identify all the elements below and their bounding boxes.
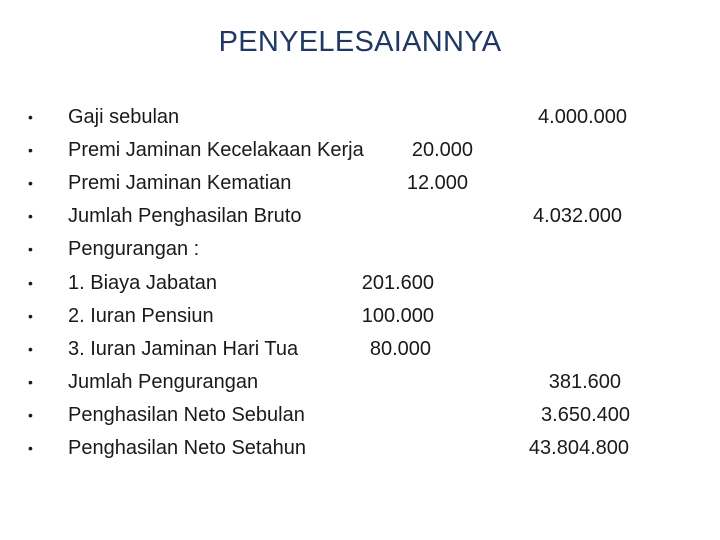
item-value: 12.000 <box>406 172 468 194</box>
list-item <box>0 365 720 399</box>
bullet-icon: • <box>28 109 33 125</box>
item-label: Jumlah Pengurangan <box>68 371 259 393</box>
list-item <box>0 299 720 333</box>
item-label: Penghasilan Neto Sebulan <box>68 404 305 426</box>
bullet-icon: • <box>28 308 33 324</box>
bullet-icon: • <box>28 175 33 191</box>
item-value: 20.000 <box>411 139 473 161</box>
item-label: Premi Jaminan Kecelakaan Kerja <box>68 139 364 161</box>
item-value: 381.600 <box>548 371 621 393</box>
bullet-icon: • <box>28 407 33 423</box>
item-label: Jumlah Penghasilan Bruto <box>68 205 302 227</box>
bullet-icon: • <box>28 275 33 291</box>
list-item <box>0 266 720 300</box>
item-value: 100.000 <box>361 305 434 327</box>
bullet-icon: • <box>28 341 33 357</box>
bullet-icon: • <box>28 374 33 390</box>
item-value: 80.000 <box>369 338 431 360</box>
list-item <box>0 166 720 200</box>
item-value: 201.600 <box>361 272 434 294</box>
item-value: 43.804.800 <box>528 437 629 459</box>
item-value: 4.032.000 <box>533 205 622 227</box>
item-label: Gaji sebulan <box>68 106 180 128</box>
item-label: Premi Jaminan Kematian <box>68 172 292 194</box>
item-label: 2. Iuran Pensiun <box>68 305 214 327</box>
item-value: 4.000.000 <box>538 106 627 128</box>
list-item <box>0 133 720 167</box>
item-label: 3. Iuran Jaminan Hari Tua <box>68 338 299 360</box>
item-label: Pengurangan : <box>68 238 200 260</box>
list-item <box>0 398 720 432</box>
bullet-icon: • <box>28 241 33 257</box>
item-label: Penghasilan Neto Setahun <box>68 437 306 459</box>
list-item <box>0 332 720 366</box>
bullet-icon: • <box>28 208 33 224</box>
list-item <box>0 100 720 134</box>
list-item <box>0 232 720 266</box>
page-title: PENYELESAIANNYA <box>218 26 502 58</box>
item-value: 3.650.400 <box>541 404 630 426</box>
list-item <box>0 431 720 465</box>
list-item <box>0 199 720 233</box>
bullet-icon: • <box>28 142 33 158</box>
item-label: 1. Biaya Jabatan <box>68 272 217 294</box>
bullet-icon: • <box>28 440 33 456</box>
